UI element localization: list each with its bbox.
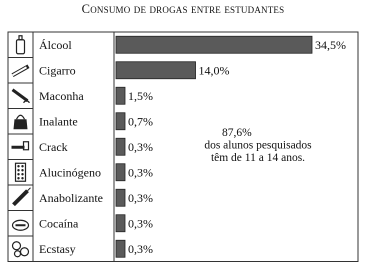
value-label: 0,3%	[128, 241, 153, 256]
annotation-line: dos alunos pesquisados	[204, 139, 312, 152]
category-label: Cocaína	[39, 216, 79, 231]
joint-icon	[13, 90, 30, 103]
value-label: 0,7%	[128, 114, 153, 129]
category-label: Álcool	[39, 37, 72, 52]
bar	[116, 138, 125, 155]
bar	[116, 62, 196, 79]
bar	[116, 87, 125, 104]
annotation-line: 87,6%	[222, 127, 252, 139]
annotation	[204, 127, 312, 164]
value-label: 14,0%	[198, 63, 230, 78]
syringe-icon	[14, 188, 31, 205]
value-label: 0,3%	[128, 190, 153, 205]
category-labels	[39, 38, 103, 256]
ecstasy-pills-icon	[13, 242, 29, 257]
inhalant-bag-icon	[14, 115, 28, 129]
bottle-icon	[17, 36, 25, 54]
category-label: Alucinógeno	[39, 165, 101, 180]
bar	[116, 164, 125, 181]
icon-column	[12, 36, 31, 257]
value-label: 0,3%	[128, 216, 153, 231]
category-label: Maconha	[39, 88, 84, 103]
value-label: 1,5%	[128, 88, 153, 103]
category-label: Cigarro	[39, 63, 76, 78]
value-label: 0,3%	[128, 139, 153, 154]
bar	[116, 36, 312, 53]
crack-pipe-icon	[12, 142, 29, 150]
cigarette-icon	[13, 66, 29, 75]
value-label: 0,3%	[128, 165, 153, 180]
bar	[116, 215, 125, 232]
category-label: Anabolizante	[39, 190, 103, 205]
cocaine-line-icon	[13, 220, 29, 230]
pills-blister-icon	[16, 163, 26, 181]
annotation-line: têm de 11 a 14 anos.	[210, 152, 306, 164]
value-label: 34,5%	[315, 37, 346, 52]
category-label: Crack	[39, 139, 68, 154]
bar	[116, 113, 125, 130]
bar	[116, 240, 125, 257]
bar	[116, 189, 125, 206]
category-label: Inalante	[39, 114, 78, 129]
chart-title: Consumo de drogas entre estudantes	[81, 2, 285, 16]
category-label: Ecstasy	[39, 241, 76, 256]
